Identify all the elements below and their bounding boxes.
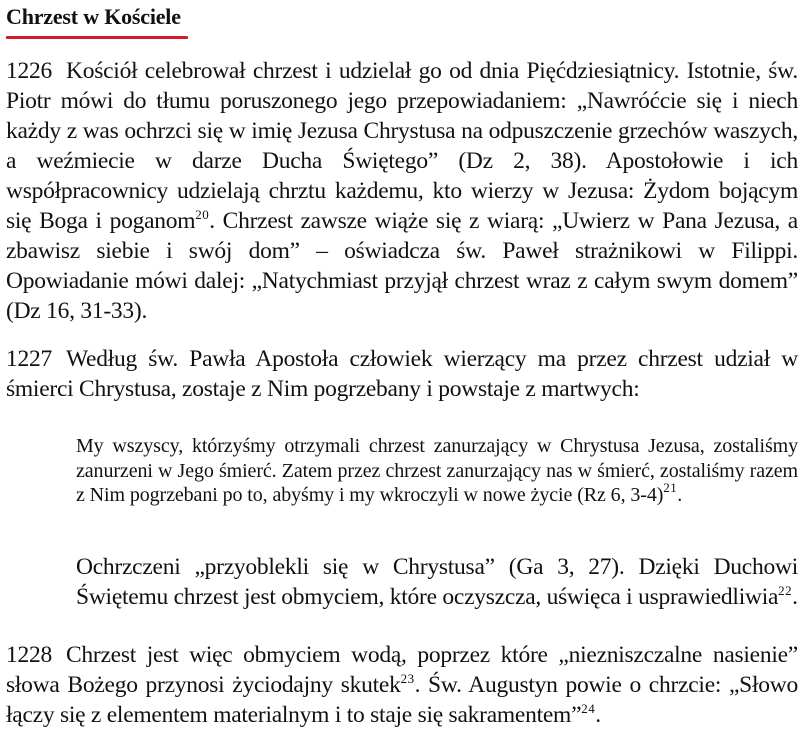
footnote-marker: 23 (400, 671, 415, 686)
paragraph-1227-continuation (76, 552, 798, 612)
paragraph-text: . Św. Augustyn powie o chrzcie: „Słowo łączy się z elementem materialnym i to staje się sakramentem” (6, 672, 798, 728)
paragraph-end: . (792, 584, 798, 610)
quote-text: My wszyscy, którzyśmy otrzymali chrzest zanurzający w Chrystusa Jezusa, zostaliśmy zanurzeni w Jego śmierć. Zatem przez chrzest zanurzający nas w śmierć, zostaliśmy razem z Nim pogrzebani po to, abyśmy i my wkroczyli w nowe życie (Rz 6, 3-4) (76, 435, 798, 506)
quote-end: . (677, 484, 683, 506)
footnote-marker: 21 (663, 480, 678, 495)
paragraph-text: Według św. Pawła Apostoła człowiek wierzący ma przez chrzest udział w śmierci Chrystusa, zostaje z Nim pogrzebany i powstaje z martwych: (6, 346, 798, 402)
block-quote (76, 434, 798, 508)
paragraph-1228 (6, 640, 798, 730)
paragraph-number: 1227 (6, 346, 52, 372)
paragraph-end: . (595, 702, 601, 728)
paragraph-text: Ochrzczeni „przyoblekli się w Chrystusa” (Ga 3, 27). Dzięki Duchowi Świętemu chrzest jest obmyciem, które oczyszcza, uświęca i usprawiedliwia (76, 554, 798, 610)
section-title: Chrzest w Kościele (6, 4, 181, 29)
paragraph-1226 (6, 56, 798, 326)
paragraph-text: Kościół celebrował chrzest i udzielał go od dnia Pięćdziesiątnicy. Istotnie, św. Piotr mówi do tłumu poruszonego jego przepowiadaniem: „Nawróćcie się i niech każdy z was ochrzci się w imię Jezusa Chrystusa na odpuszczenie grzechów waszych, a weźmiecie w darze Ducha Świętego” (Dz 2, 38). Apostołowie i ich współpracownicy udzielają chrztu każdemu, kto wierzy w Jezusa: Żydom bojącym się Boga i poganom (6, 58, 798, 234)
paragraph-text: Chrzest jest więc obmyciem wodą, poprzez które „niezniszczalne nasienie” słowa Bożego przynosi życiodajny skutek (6, 642, 798, 698)
title-underline (6, 36, 188, 39)
paragraph-1227 (6, 344, 798, 404)
section-heading (6, 4, 188, 39)
paragraph-text: . Chrzest zawsze wiąże się z wiarą: „Uwierz w Pana Jezusa, a zbawisz siebie i swój dom” – oświadcza św. Paweł strażnikowi w Filippi. Opowiadanie mówi dalej: „Natychmiast przyjął chrzest wraz z całym swym domem” (Dz 16, 31-33). (6, 208, 798, 324)
paragraph-number: 1228 (6, 642, 52, 668)
footnote-marker: 24 (581, 701, 596, 716)
paragraph-number: 1226 (6, 58, 52, 84)
footnote-marker: 20 (195, 207, 210, 222)
footnote-marker: 22 (778, 583, 793, 598)
